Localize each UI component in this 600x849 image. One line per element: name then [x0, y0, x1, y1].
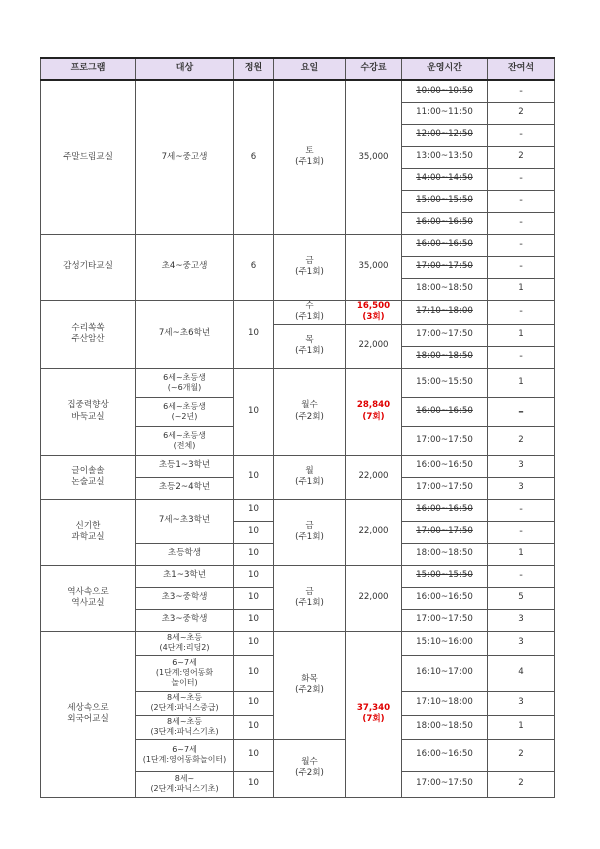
capacity: 10 [234, 655, 274, 691]
time-slot: 14:00~14:50 [402, 168, 488, 190]
time-slot: 18:00~18:50 [402, 543, 488, 565]
seats: - [488, 124, 555, 146]
seats: 2 [488, 102, 555, 124]
target: 7세~초3학년 [136, 499, 234, 543]
fee: 22,000 [346, 324, 402, 368]
time-slot: 18:00~18:50 [402, 715, 488, 739]
seats: - [488, 346, 555, 368]
time-slot: 16:00~16:50 [402, 739, 488, 771]
capacity: 10 [234, 543, 274, 565]
table-row [41, 565, 555, 587]
day: 토 (주1회) [274, 80, 346, 234]
time-slot: 17:00~17:50 [402, 521, 488, 543]
time-slot: 17:00~17:50 [402, 477, 488, 499]
time-slot: 16:00~16:50 [402, 455, 488, 477]
time-slot: 17:00~17:50 [402, 771, 488, 797]
day: 화목 (주2회) [274, 631, 346, 739]
time-slot: 17:10~18:00 [402, 300, 488, 324]
fee-discount: 28,840 (7회) [346, 368, 402, 455]
target: 초4~중고생 [136, 234, 234, 300]
capacity: 10 [234, 771, 274, 797]
capacity: 10 [234, 609, 274, 631]
table-row [41, 234, 555, 256]
target: 6~7세 (1단계:영어동화 놀이터) [136, 655, 234, 691]
time-slot: 15:00~15:50 [402, 368, 488, 397]
seats: 3 [488, 631, 555, 655]
seats: - [488, 212, 555, 234]
capacity: 10 [234, 565, 274, 587]
seats: - [488, 300, 555, 324]
header-seats: 잔여석 [488, 58, 555, 80]
program-name: 주말드림교실 [41, 80, 136, 234]
day: 금 (주1회) [274, 565, 346, 631]
program-name: 글이솔솔 논술교실 [41, 455, 136, 499]
day: 금 (주1회) [274, 234, 346, 300]
time-slot: 17:00~17:50 [402, 256, 488, 278]
target: 8세~ (2단계:파닉스기초) [136, 771, 234, 797]
target: 6세~초등생 (~2년) [136, 397, 234, 426]
capacity: 6 [234, 80, 274, 234]
target: 6세~초등생 (~6개월) [136, 368, 234, 397]
day: 월수 (주2회) [274, 739, 346, 797]
capacity: 10 [234, 455, 274, 499]
seats: - [488, 521, 555, 543]
seats: - [488, 234, 555, 256]
table-row [41, 631, 555, 655]
capacity: 10 [234, 368, 274, 455]
target: 초등학생 [136, 543, 234, 565]
program-name: 수리쏙쏙 주산암산 [41, 300, 136, 368]
fee: 22,000 [346, 455, 402, 499]
seats: - [488, 168, 555, 190]
seats: 1 [488, 278, 555, 300]
capacity: 10 [234, 300, 274, 368]
program-name: 역사속으로 역사교실 [41, 565, 136, 631]
target: 초등2~4학년 [136, 477, 234, 499]
seats: - [488, 565, 555, 587]
time-slot: 17:00~17:50 [402, 324, 488, 346]
seats: - [488, 256, 555, 278]
header-fee: 수강료 [346, 58, 402, 80]
header-target: 대상 [136, 58, 234, 80]
program-schedule-table [40, 57, 555, 798]
table-row [41, 80, 555, 102]
header-program: 프로그램 [41, 58, 136, 80]
time-slot: 16:00~16:50 [402, 499, 488, 521]
seats: 1 [488, 368, 555, 397]
target: 6~7세 (1단계:영어동화놀이터) [136, 739, 234, 771]
capacity: 10 [234, 521, 274, 543]
capacity: 10 [234, 691, 274, 715]
time-slot: 16:00~16:50 [402, 397, 488, 426]
capacity: 10 [234, 499, 274, 521]
seats: 4 [488, 655, 555, 691]
capacity: 6 [234, 234, 274, 300]
fee: 35,000 [346, 234, 402, 300]
day: 목 (주1회) [274, 324, 346, 368]
time-slot: 13:00~13:50 [402, 146, 488, 168]
target: 7세~중고생 [136, 80, 234, 234]
time-slot: 12:00~12:50 [402, 124, 488, 146]
day: 금 (주1회) [274, 499, 346, 565]
seats: 3 [488, 477, 555, 499]
time-slot: 15:00~15:50 [402, 190, 488, 212]
target: 초3~중학생 [136, 587, 234, 609]
program-name: 집중력향상 바둑교실 [41, 368, 136, 455]
seats: 2 [488, 771, 555, 797]
day: 월수 (주2회) [274, 368, 346, 455]
capacity: 10 [234, 631, 274, 655]
header-capacity: 정원 [234, 58, 274, 80]
time-slot: 15:00~15:50 [402, 565, 488, 587]
time-slot: 17:00~17:50 [402, 426, 488, 455]
seats: 3 [488, 609, 555, 631]
target: 초3~중학생 [136, 609, 234, 631]
seats: - [488, 499, 555, 521]
fee: 35,000 [346, 80, 402, 234]
time-slot: 10:00~10:50 [402, 80, 488, 102]
table-row [41, 300, 555, 324]
seats: 3 [488, 691, 555, 715]
seats: 2 [488, 739, 555, 771]
seats: 5 [488, 587, 555, 609]
time-slot: 11:00~11:50 [402, 102, 488, 124]
time-slot: 15:10~16:00 [402, 631, 488, 655]
seats: – [488, 397, 555, 426]
table-row [41, 368, 555, 397]
fee-discount: 16,500 (3회) [346, 300, 402, 324]
table-row [41, 499, 555, 521]
program-name: 신기한 과학교실 [41, 499, 136, 565]
target: 8세~초등 (4단계:리딩2) [136, 631, 234, 655]
program-name: 감성기타교실 [41, 234, 136, 300]
seats: - [488, 190, 555, 212]
day: 월 (주1회) [274, 455, 346, 499]
target: 7세~초6학년 [136, 300, 234, 368]
seats: 1 [488, 715, 555, 739]
time-slot: 16:00~16:50 [402, 587, 488, 609]
time-slot: 16:00~16:50 [402, 212, 488, 234]
header-day: 요일 [274, 58, 346, 80]
target: 8세~초등 (3단계:파닉스기초) [136, 715, 234, 739]
table-row [41, 455, 555, 477]
program-name: 세상속으로 외국어교실 [41, 631, 136, 797]
time-slot: 16:10~17:00 [402, 655, 488, 691]
capacity: 10 [234, 739, 274, 771]
header-time: 운영시간 [402, 58, 488, 80]
fee: 22,000 [346, 499, 402, 565]
day: 수 (주1회) [274, 300, 346, 324]
seats: 3 [488, 455, 555, 477]
target: 6세~초등생 (전체) [136, 426, 234, 455]
capacity: 10 [234, 587, 274, 609]
seats: 2 [488, 426, 555, 455]
time-slot: 17:10~18:00 [402, 691, 488, 715]
fee-discount: 37,340 (7회) [346, 631, 402, 797]
time-slot: 17:00~17:50 [402, 609, 488, 631]
target: 8세~초등 (2단계:파닉스중급) [136, 691, 234, 715]
target: 초등1~3학년 [136, 455, 234, 477]
seats: 1 [488, 324, 555, 346]
fee: 22,000 [346, 565, 402, 631]
seats: 2 [488, 146, 555, 168]
target: 초1~3학년 [136, 565, 234, 587]
time-slot: 16:00~16:50 [402, 234, 488, 256]
time-slot: 18:00~18:50 [402, 346, 488, 368]
header-row [41, 58, 555, 80]
seats: 1 [488, 543, 555, 565]
time-slot: 18:00~18:50 [402, 278, 488, 300]
seats: - [488, 80, 555, 102]
capacity: 10 [234, 715, 274, 739]
